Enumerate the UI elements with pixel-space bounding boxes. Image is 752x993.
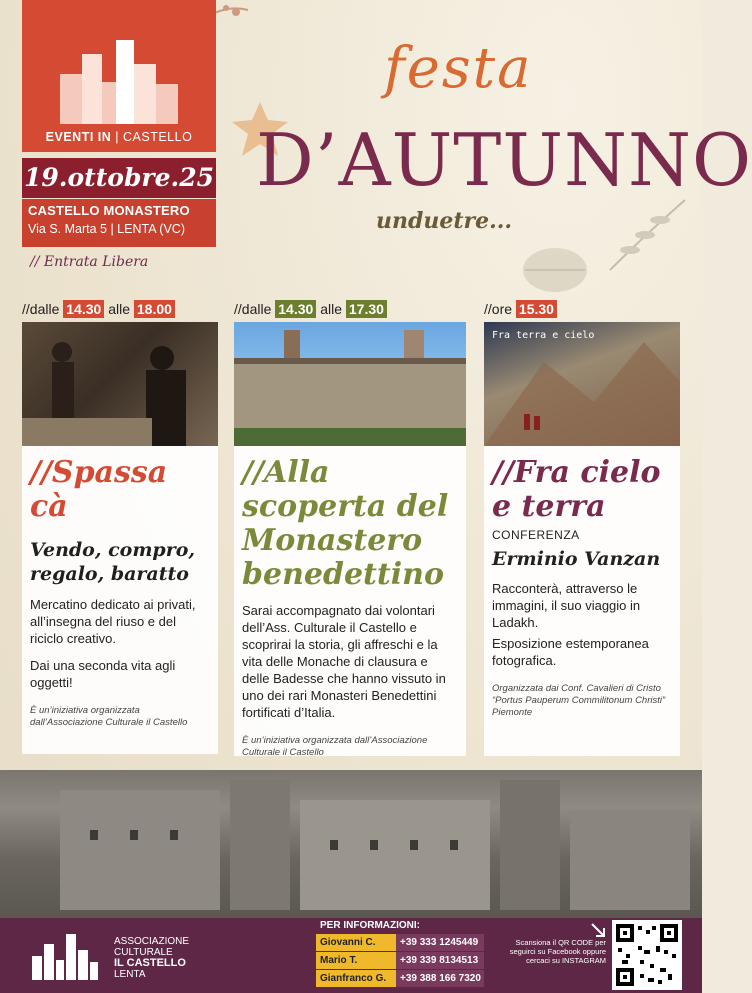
assoc-line: ASSOCIAZIONE [114,936,190,947]
market-photo [22,322,218,446]
brand-caption-right: CASTELLO [123,130,193,144]
assoc-line: IL CASTELLO [114,957,186,969]
event-heading: //Alla scoperta del Monastero benedettino [242,455,449,592]
conference-label: CONFERENZA [492,528,580,542]
event-description: Sarai accompagnato dai volontari dell’Ass. Culturale il Castello e scoprirai la storia, gli affreschi e la vita delle Monache di clausura e delle Badesse che hanno vissuto in uno dei rari Monasteri Benedettini fortificati d’Italia. [242,603,446,720]
event-column-monastero [234,296,466,756]
fern-branch-icon [600,190,690,280]
title-subtitle: unduetre... [376,208,513,234]
castle-logo-icon [30,932,100,980]
event-tagline: Dai una seconda vita agli oggetti! [30,658,176,690]
contact-phone[interactable]: +39 333 1245449 [396,934,484,951]
ladakh-photo [484,322,680,446]
title-autunno: D’AUTUNNO [256,118,752,202]
qr-code-icon [616,924,678,986]
contact-name: Gianfranco G. [316,970,396,987]
info-title: PER INFORMAZIONI: [320,920,420,931]
time-slot [234,296,466,322]
contact-row [316,970,484,987]
time-slot [484,296,680,322]
castle-building-icon [234,322,466,446]
monastery-photo [234,322,466,446]
market-people-icon [22,322,218,446]
event-date: 19.ottobre.25 [22,158,216,198]
event-column-mercatino [22,296,218,754]
castle-aerial-photo [0,770,702,920]
castle-skyline-icon [52,34,186,124]
arrow-icon [590,922,608,940]
entry-free: // Entrata Libera [30,254,149,270]
event-card [22,446,218,754]
event-heading: //Fra cielo e terra [492,455,661,524]
time-prefix: //dalle [22,301,60,317]
event-card [484,446,680,756]
contact-row [316,952,484,969]
qr-code[interactable] [612,920,682,990]
qr-note: Scansiona il QR CODE per seguirci su Facebook oppure cercaci su INSTAGRAM [509,938,606,965]
contact-name: Mario T. [316,952,396,969]
castle-rooftops-icon [0,770,702,920]
time-slot [22,296,218,322]
brand-caption: EVENTI IN | CASTELLO [45,130,193,144]
association-name [114,936,189,980]
venue-box [22,199,216,247]
time-start: 14.30 [63,300,104,318]
event-column-conferenza [484,296,680,756]
exhibition-note: Esposizione estemporanea fotografica. [492,636,649,668]
event-heading: //Spassa cà [30,455,168,524]
event-card [234,446,466,756]
contact-phone[interactable]: +39 388 166 7320 [396,970,484,987]
speaker-name: Erminio Vanzan [492,548,661,570]
time-mid: alle [320,301,342,317]
photo-title: Fra terra e cielo [492,330,595,341]
event-description: Mercatino dedicato ai privati, all’insegna del riuso e del riciclo creativo. [30,597,196,646]
time-prefix: //dalle [234,301,272,317]
time-prefix: //ore [484,301,513,317]
title-festa: festa [384,36,533,101]
brand-caption-left: EVENTI IN [45,130,112,144]
time-start: 15.30 [516,300,557,318]
autumn-leaf-icon [520,240,590,300]
venue-address: Via S. Marta 5 | LENTA (VC) [28,222,186,236]
mountain-village-icon [484,322,680,446]
time-start: 14.30 [275,300,316,318]
event-description: Racconterà, attraverso le immagini, il suo viaggio in Ladakh. [492,581,641,630]
organizer-note: È un’iniziativa organizzata dall’Associazione Culturale il Castello [30,705,188,728]
contact-name: Giovanni C. [316,934,396,951]
info-box [316,918,484,988]
organizer-note: È un’iniziativa organizzata dall’Associazione Culturale il Castello [242,735,428,758]
time-end: 18.00 [134,300,175,318]
time-mid: alle [108,301,130,317]
time-end: 17.30 [346,300,387,318]
brand-block [22,0,216,152]
contact-row [316,934,484,951]
event-subheading: Vendo, compro, regalo, baratto [30,539,196,585]
footer [0,918,702,993]
contact-phone[interactable]: +39 339 8134513 [396,952,484,969]
venue-name: CASTELLO MONASTERO [28,203,190,218]
assoc-line: LENTA [114,969,146,980]
assoc-line: CULTURALE [114,947,173,958]
organizer-note: Organizzata dai Conf. Cavalieri di Cristo “Portus Pauperum Commilitonum Christi” Piemonte [492,683,666,718]
